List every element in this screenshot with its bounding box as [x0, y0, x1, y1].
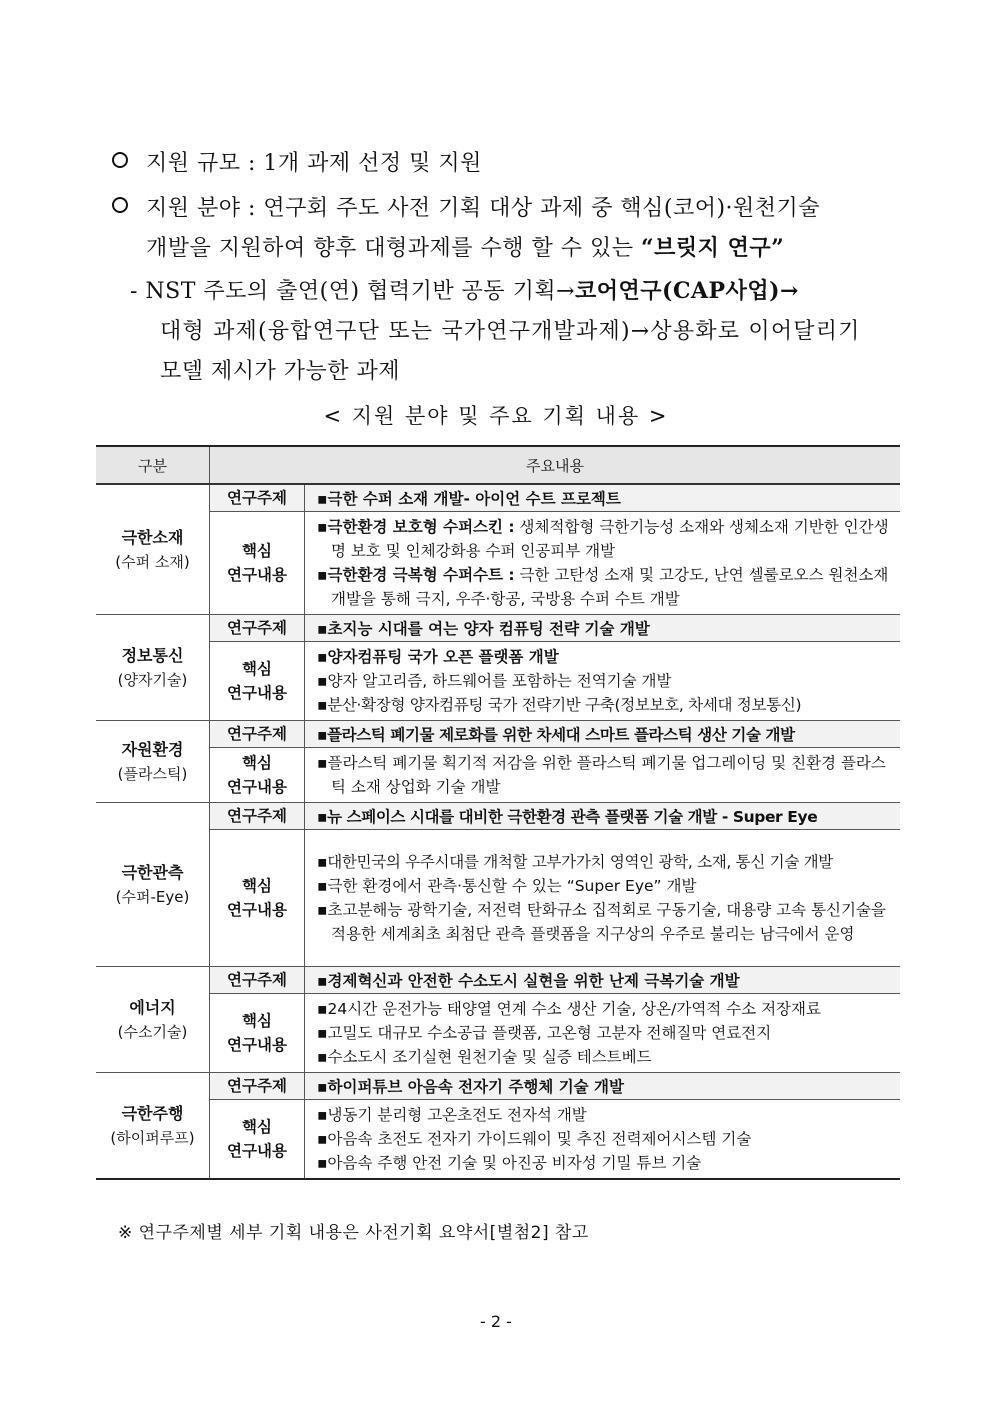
topic-text: ▪극한 수퍼 소재 개발- 아이언 수트 프로젝트	[305, 484, 901, 512]
topic-text: ▪뉴 스페이스 시대를 대비한 극한환경 관측 플랫폼 기술 개발 - Super Eye	[305, 803, 901, 830]
list-item	[317, 515, 892, 563]
list-item	[317, 997, 892, 1021]
core-label-1: 핵심	[242, 660, 272, 678]
core-content	[305, 830, 901, 967]
reference-note: ※ 연구주제별 세부 기획 내용은 사전기획 요약서[별첨2] 참고	[118, 1223, 589, 1243]
sub-item-line-2: 대형 과제(융합연구단 또는 국가연구개발과제)→상용화로 이어달리기	[160, 319, 861, 344]
item-bold: ▪양자컴퓨팅 국가 오픈 플랫폼 개발	[317, 648, 559, 666]
topic-label: 연구주제	[210, 721, 305, 748]
category-sub: (플라스틱)	[117, 764, 188, 783]
category-sub: (수소기술)	[117, 1022, 188, 1041]
category-name: 정보통신	[121, 645, 184, 665]
core-label-2: 연구내용	[227, 778, 287, 796]
sub-item-line-1	[130, 274, 799, 305]
category-sub: (하이퍼루프)	[110, 1128, 195, 1147]
category-cell	[96, 615, 210, 721]
topic-label: 연구주제	[210, 1073, 305, 1100]
list-item	[317, 850, 892, 874]
core-label	[210, 748, 305, 803]
category-name: 극한주행	[121, 1103, 184, 1123]
category-cell	[96, 967, 210, 1073]
support-field-continued	[146, 231, 784, 262]
core-content	[305, 1100, 901, 1180]
list-item	[317, 669, 892, 693]
table-row	[96, 642, 900, 721]
topic-text: ▪하이퍼튜브 아음속 전자기 주행체 기술 개발	[305, 1073, 901, 1100]
list-item	[317, 1151, 892, 1175]
category-name: 자원환경	[121, 739, 184, 759]
list-item	[317, 645, 892, 669]
item-text: 생체적합형 극한기능성 소재와 생체소재 기반한 인간생명 보호 및 인체강화용 수퍼 인공피부 개발	[331, 518, 889, 560]
item-bold: ▪극한환경 극복형 수퍼수트 :	[317, 566, 515, 584]
support-scale-item	[112, 146, 482, 177]
item-text: ▪양자 알고리즘, 하드웨어를 포함하는 전역기술 개발	[317, 672, 672, 690]
core-label-2: 연구내용	[227, 901, 287, 919]
topic-text: ▪경제혁신과 안전한 수소도시 실현을 위한 난제 극복기술 개발	[305, 967, 901, 994]
core-content	[305, 512, 901, 615]
table-row	[96, 830, 900, 967]
core-label	[210, 830, 305, 967]
item-text: ▪수소도시 조기실현 원천기술 및 실증 테스트베드	[317, 1048, 652, 1066]
item-text: ▪극한 환경에서 관측·통신할 수 있는 “Super Eye” 개발	[317, 877, 697, 895]
core-label-1: 핵심	[242, 754, 272, 772]
item-bold: ▪극한환경 보호형 수퍼스킨 :	[317, 518, 515, 536]
core-content	[305, 994, 901, 1073]
core-label	[210, 642, 305, 721]
circle-bullet-icon	[112, 152, 128, 168]
topic-text: ▪플라스틱 폐기물 제로화를 위한 차세대 스마트 플라스틱 생산 기술 개발	[305, 721, 901, 748]
core-label-1: 핵심	[242, 1118, 272, 1136]
core-label-2: 연구내용	[227, 1142, 287, 1160]
topic-label: 연구주제	[210, 484, 305, 512]
item-text: ▪아음속 초전도 전자기 가이드웨이 및 추진 전력제어시스템 기술	[317, 1130, 752, 1148]
category-cell	[96, 803, 210, 967]
table-header-row	[96, 446, 900, 484]
core-label-1: 핵심	[242, 877, 272, 895]
category-name: 에너지	[129, 997, 176, 1017]
list-item	[317, 874, 892, 898]
category-name: 극한소재	[121, 527, 184, 547]
item-text: ▪고밀도 대규모 수소공급 플랫폼, 고온형 고분자 전해질막 연료전지	[317, 1024, 772, 1042]
category-sub: (양자기술)	[117, 670, 188, 689]
list-item	[317, 1127, 892, 1151]
category-cell	[96, 484, 210, 615]
table-row	[96, 1100, 900, 1180]
sub-item-line-3: 모델 제시가 가능한 과제	[160, 359, 401, 384]
topic-label: 연구주제	[210, 803, 305, 830]
topic-label: 연구주제	[210, 615, 305, 642]
circle-bullet-icon	[112, 197, 128, 213]
category-cell	[96, 721, 210, 803]
core-label-2: 연구내용	[227, 684, 287, 702]
table-row	[96, 994, 900, 1073]
item-text: 극한 고탄성 소재 및 고강도, 난연 셀룰로오스 원천소재개발을 통해 극지, 우주·항공, 국방용 수퍼 수트 개발	[331, 566, 889, 608]
category-sub: (수퍼-Eye)	[115, 887, 190, 906]
table-row	[96, 721, 900, 748]
bridge-research-label: “브릿지 연구”	[641, 235, 785, 261]
header-category: 구분	[96, 446, 210, 484]
item-text: ▪24시간 운전가능 태양열 연계 수소 생산 기술, 상온/가역적 수소 저장재료	[317, 1000, 821, 1018]
header-content: 주요내용	[210, 446, 901, 484]
list-item	[317, 1103, 892, 1127]
table-row	[96, 748, 900, 803]
support-scale-text: 지원 규모 : 1개 과제 선정 및 지원	[146, 151, 482, 176]
core-label-1: 핵심	[242, 542, 272, 560]
list-item	[317, 898, 892, 946]
core-label-2: 연구내용	[227, 566, 287, 584]
page-number: - 2 -	[480, 1312, 512, 1331]
item-text: ▪대한민국의 우주시대를 개척할 고부가가치 영역인 광학, 소재, 통신 기술 개발	[317, 853, 833, 871]
table-row	[96, 512, 900, 615]
list-item	[317, 1021, 892, 1045]
support-field-text: 지원 분야 : 연구회 주도 사전 기획 대상 과제 중 핵심(코어)·원천기술	[146, 196, 821, 221]
list-item	[317, 693, 892, 717]
sub-item-text-1b: 코어연구(CAP사업)→	[575, 278, 799, 304]
core-label	[210, 994, 305, 1073]
category-cell	[96, 1073, 210, 1180]
core-label-1: 핵심	[242, 1012, 272, 1030]
core-label-2: 연구내용	[227, 1036, 287, 1054]
list-item	[317, 751, 892, 799]
table-row	[96, 1073, 900, 1100]
item-text: ▪냉동기 분리형 고온초전도 전자석 개발	[317, 1106, 587, 1124]
support-field-text-2: 개발을 지원하여 향후 대형과제를 수행 할 수 있는	[146, 236, 641, 261]
sub-item-text-1a: - NST 주도의 출연(연) 협력기반 공동 기획→	[130, 279, 576, 304]
item-text: ▪초고분해능 광학기술, 저전력 탄화규소 집적회로 구동기술, 대용량 고속 통신기술을 적용한 세계최초 최첨단 관측 플랫폼을 지구상의 우주로 불리는 남극에서 운영	[317, 901, 886, 943]
list-item	[317, 563, 892, 611]
category-name: 극한관측	[121, 862, 184, 882]
list-item	[317, 1045, 892, 1069]
table-row	[96, 484, 900, 512]
table-caption: < 지원 분야 및 주요 기획 내용 >	[323, 404, 669, 428]
core-content	[305, 642, 901, 721]
item-text: ▪플라스틱 폐기물 획기적 저감을 위한 플라스틱 폐기물 업그레이딩 및 친환경 플라스틱 소재 상업화 기술 개발	[317, 754, 886, 796]
item-text: ▪아음속 주행 안전 기술 및 아진공 비자성 기밀 튜브 기술	[317, 1154, 702, 1172]
topic-label: 연구주제	[210, 967, 305, 994]
support-fields-table	[96, 445, 900, 1180]
core-content	[305, 748, 901, 803]
support-field-item	[112, 191, 820, 222]
category-sub: (수퍼 소재)	[115, 552, 190, 571]
table-row	[96, 615, 900, 642]
table-row	[96, 803, 900, 830]
core-label	[210, 512, 305, 615]
topic-text: ▪초지능 시대를 여는 양자 컴퓨팅 전략 기술 개발	[305, 615, 901, 642]
table-row	[96, 967, 900, 994]
item-text: ▪분산·확장형 양자컴퓨팅 국가 전략기반 구축(정보보호, 차세대 정보통신)	[317, 696, 802, 714]
core-label	[210, 1100, 305, 1180]
